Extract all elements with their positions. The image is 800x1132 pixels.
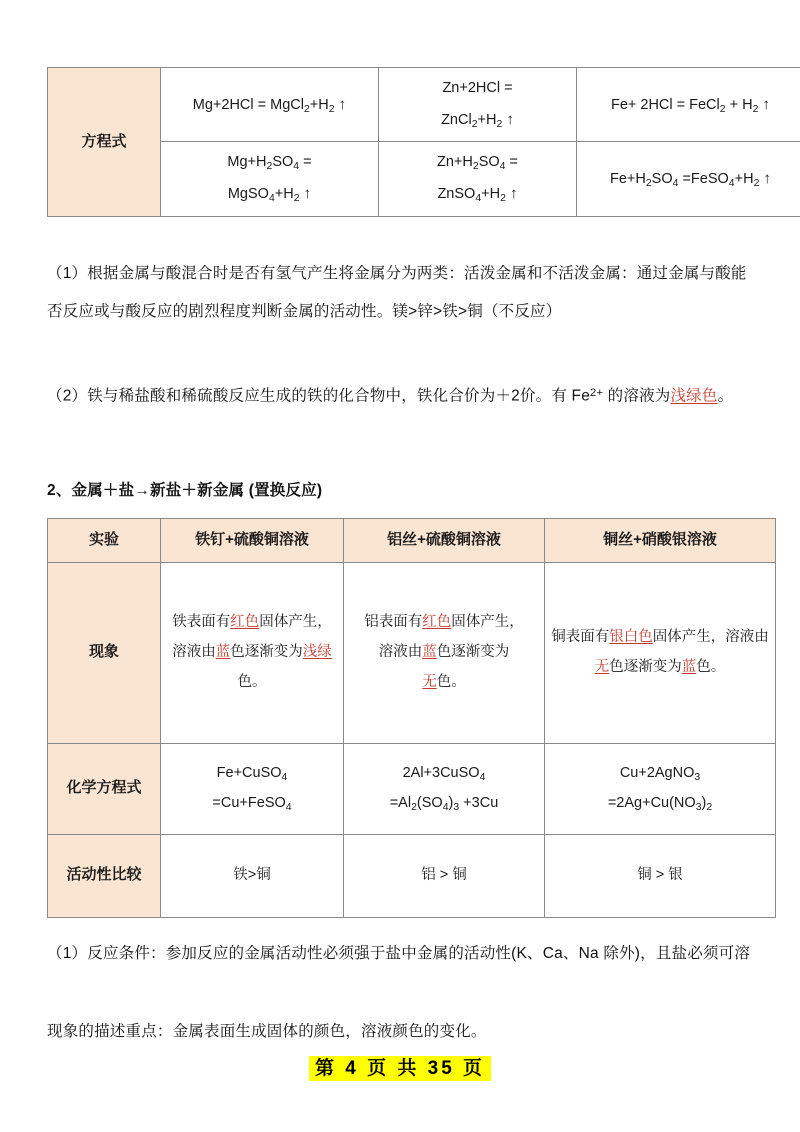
equation-copper-silver-nitrate: Cu+2AgNO$_3$ $=2Ag+Cu(NO_3)_2$ (545, 743, 776, 834)
page-footer (0, 1053, 800, 1080)
metal-salt-table (47, 518, 776, 918)
equations-row-label: 方程式 (48, 68, 161, 217)
table-row-phenomena (48, 562, 776, 743)
cell-zn-h2so4: $Zn+H_2SO_4$ = $ZnSO_4+H_2$ ↑ (379, 142, 577, 216)
table-row (48, 142, 800, 216)
phenomena-copper: 铜表面有银白色固体产生，溶液由无色逐渐变为蓝色。 (545, 562, 776, 743)
page-number-badge: 第 4 页 共 35 页 (309, 1056, 491, 1081)
cell-mg-hcl: $Mg+2HCl = MgCl_2+H_2$ ↑ (161, 68, 379, 142)
paragraph-reaction-conditions: （1）反应条件：参加反应的金属活动性必须强于盐中金属的活动性(K、Ca、Na 除外)，且盐必须可溶 (47, 945, 751, 962)
equations-table (47, 67, 800, 217)
table-row-equations (48, 743, 776, 834)
activity-iron-copper: 铁>铜 (161, 834, 344, 917)
phenomena-iron: 铁表面有红色固体产生，溶液由蓝色逐渐变为浅绿色。 (161, 562, 344, 743)
phenomena-aluminum: 铝表面有红色固体产生， 溶液由蓝色逐渐变为 无色。 (344, 562, 545, 743)
header-iron-nail-copper-sulfate: 铁钉+硫酸铜溶液 (161, 519, 344, 563)
paragraph-phenomena-description: 现象的描述重点：金属表面生成固体的颜色，溶液颜色的变化。 (47, 1023, 487, 1040)
cell-mg-h2so4: $Mg+H_2SO_4$ = $MgSO_4+H_2$ ↑ (161, 142, 379, 216)
cell-zn-hcl: Zn+2HCl = $ZnCl_2+H_2$ ↑ (379, 68, 577, 142)
table-row-activity (48, 834, 776, 917)
activity-aluminum-copper: 铝 > 铜 (344, 834, 545, 917)
equation-aluminum-copper-sulfate: 2Al+3CuSO$_4$ $=Al_2(SO_4)_3 +3Cu$ (344, 743, 545, 834)
paragraph-iron-valence: （2）铁与稀盐酸和稀硫酸反应生成的铁的化合物中，铁化合价为＋2价。有 $Fe^{2+}$ 的溶液为浅绿色。 (47, 387, 734, 405)
activity-copper-silver: 铜 > 银 (545, 834, 776, 917)
cell-fe-h2so4: $Fe+H_2SO_4$ $=FeSO_4+H_2$ ↑ (577, 142, 800, 216)
equation-iron-copper-sulfate: Fe+CuSO$_4$ =Cu+FeSO$_4$ (161, 743, 344, 834)
row-label-activity-comparison: 活动性比较 (48, 834, 161, 917)
header-experiment: 实验 (48, 519, 161, 563)
paragraph-acid-metal-classification: （1）根据金属与酸混合时是否有氢气产生将金属分为两类：活泼金属和不活泼金属：通过金属与酸能否反应或与酸反应的剧烈程度判断金属的活动性。镁>锌>铁>铜（不反应） (47, 265, 747, 320)
table-header-row (48, 519, 776, 563)
header-copper-wire-silver-nitrate: 铜丝+硝酸银溶液 (545, 519, 776, 563)
table-row (48, 68, 800, 142)
row-label-chemical-equation: 化学方程式 (48, 743, 161, 834)
section-heading-metal-salt: 2、金属＋盐→新盐＋新金属 (置换反应) (47, 482, 323, 499)
header-aluminum-wire-copper-sulfate: 铝丝+硫酸铜溶液 (344, 519, 545, 563)
cell-fe-hcl: Fe+ 2HCl = FeCl$_2$ + $H_2$ ↑ (577, 68, 800, 142)
row-label-phenomena: 现象 (48, 562, 161, 743)
